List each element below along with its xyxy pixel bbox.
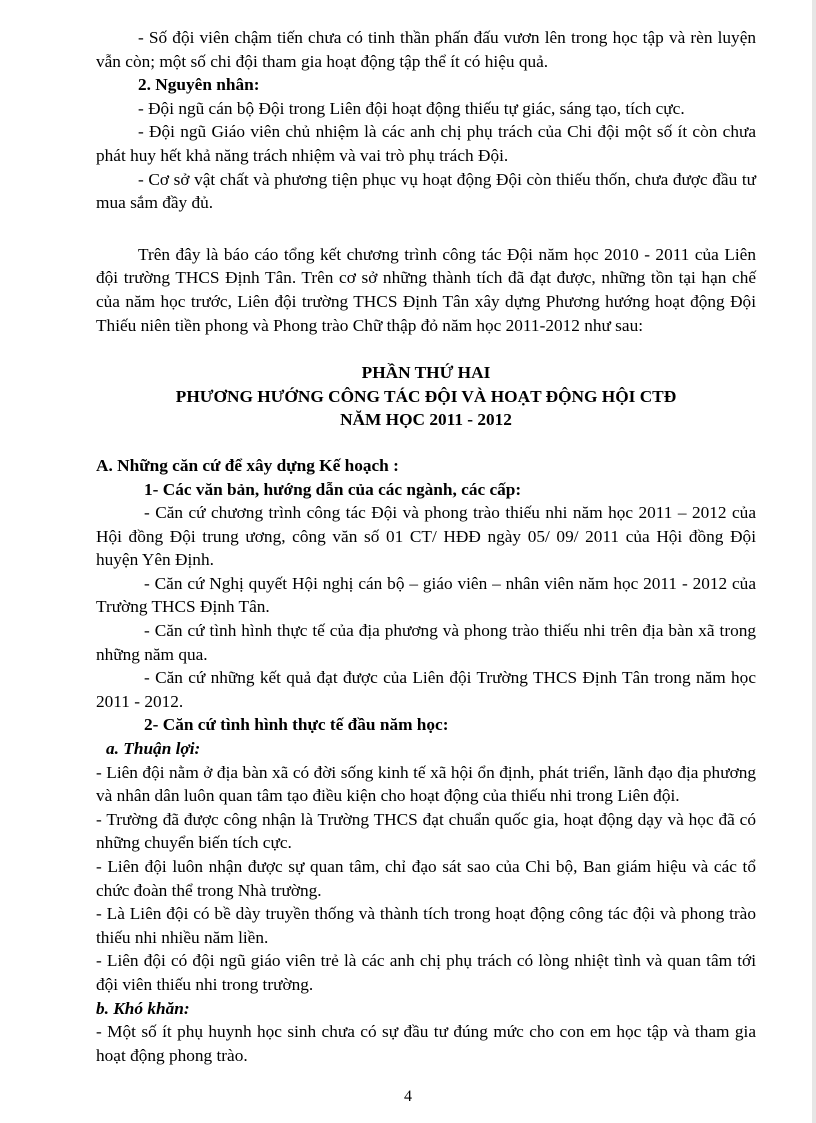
list-item: - Cơ sở vật chất và phương tiện phục vụ hoạt động Đội còn thiếu thốn, chưa được đầu tư mua sắm đầy đủ. [96, 169, 756, 213]
page-edge [812, 0, 816, 1123]
list-item: - Căn cứ chương trình công tác Đội và phong trào thiếu nhi năm học 2011 – 2012 của Hội đồng Đội trung ương, công văn số 01 CT/ HĐĐ ngày 05/ 09/ 2011 của Hội đồng Đội huyện Yên Định. [96, 503, 756, 570]
list-item: - Trường đã được công nhận là Trường THCS đạt chuẩn quốc gia, hoạt động dạy và học đã có những chuyển biến tích cực. [96, 809, 756, 853]
page-number: 4 [404, 1088, 412, 1105]
subsection-heading: 2- Căn cứ tình hình thực tế đầu năm học: [144, 715, 449, 735]
paragraph: - Số đội viên chậm tiến chưa có tinh thần phấn đấu vươn lên trong học tập và rèn luyện vẫn còn; một số chi đội tham gia hoạt động tập thể ít có hiệu quả. [96, 28, 756, 71]
subsection-heading: 1- Các văn bản, hướng dẫn của các ngành, các cấp: [144, 479, 522, 499]
list-item: - Một số ít phụ huynh học sinh chưa có sự đầu tư đúng mức cho con em học tập và tham gia hoạt động phong trào. [96, 1022, 756, 1065]
section-heading: A. Những căn cứ để xây dựng Kế hoạch : [96, 455, 399, 475]
part-title: PHẦN THỨ HAI [361, 363, 491, 383]
part-subtitle: PHƯƠNG HƯỚNG CÔNG TÁC ĐỘI VÀ HOẠT ĐỘNG HỘI CTĐ [175, 386, 677, 406]
paragraph: Trên đây là báo cáo tổng kết chương trình công tác Đội năm học 2010 - 2011 của Liên đội trường THCS Định Tân. Trên cơ sở những thành tích đã đạt được, những tồn tại hạn chế của năm học trước, Liên đội trường THCS Định Tân xây dựng Phương hướng hoạt động Đội Thiếu niên tiền phong và Phong trào Chữ thập đỏ năm học 2011-2012 như sau: [96, 244, 756, 335]
document-page [96, 26, 756, 1067]
list-item: - Đội ngũ cán bộ Đội trong Liên đội hoạt động thiếu tự giác, sáng tạo, tích cực. [138, 98, 685, 118]
subsection-heading: a. Thuận lợi: [106, 739, 201, 759]
section-heading: 2. Nguyên nhân: [138, 75, 260, 95]
subsection-heading: b. Khó khăn: [96, 998, 190, 1018]
list-item: - Đội ngũ Giáo viên chủ nhiệm là các anh chị phụ trách của Chi đội một số ít còn chưa phát huy hết khả năng trách nhiệm và vai trò phụ trách Đội. [96, 122, 756, 165]
list-item: - Căn cứ Nghị quyết Hội nghị cán bộ – giáo viên – nhân viên năm học 2011 - 2012 của Trường THCS Định Tân. [96, 573, 756, 617]
list-item: - Căn cứ những kết quả đạt được của Liên đội Trường THCS Định Tân trong năm học 2011 - 2012. [96, 668, 756, 711]
list-item: - Là Liên đội có bề dày truyền thống và thành tích trong hoạt động công tác đội và phong trào thiếu nhi nhiều năm liền. [96, 904, 756, 947]
list-item: - Liên đội có đội ngũ giáo viên trẻ là các anh chị phụ trách có lòng nhiệt tình và quan tâm tới đội viên thiếu nhi trong trường. [96, 951, 756, 994]
list-item: - Liên đội luôn nhận được sự quan tâm, chỉ đạo sát sao của Chi bộ, Ban giám hiệu và các tổ chức đoàn thể trong Nhà trường. [96, 857, 756, 900]
list-item: - Căn cứ tình hình thực tế của địa phương và phong trào thiếu nhi trên địa bàn xã trong những năm qua. [96, 621, 756, 664]
list-item: - Liên đội nằm ở địa bàn xã có đời sống kinh tế xã hội ổn định, phát triển, lãnh đạo địa phương và nhân dân luôn quan tâm tạo điều kiện cho hoạt động của thiếu nhi trong Liên đội. [96, 762, 756, 806]
part-year: NĂM HỌC 2011 - 2012 [340, 410, 512, 430]
